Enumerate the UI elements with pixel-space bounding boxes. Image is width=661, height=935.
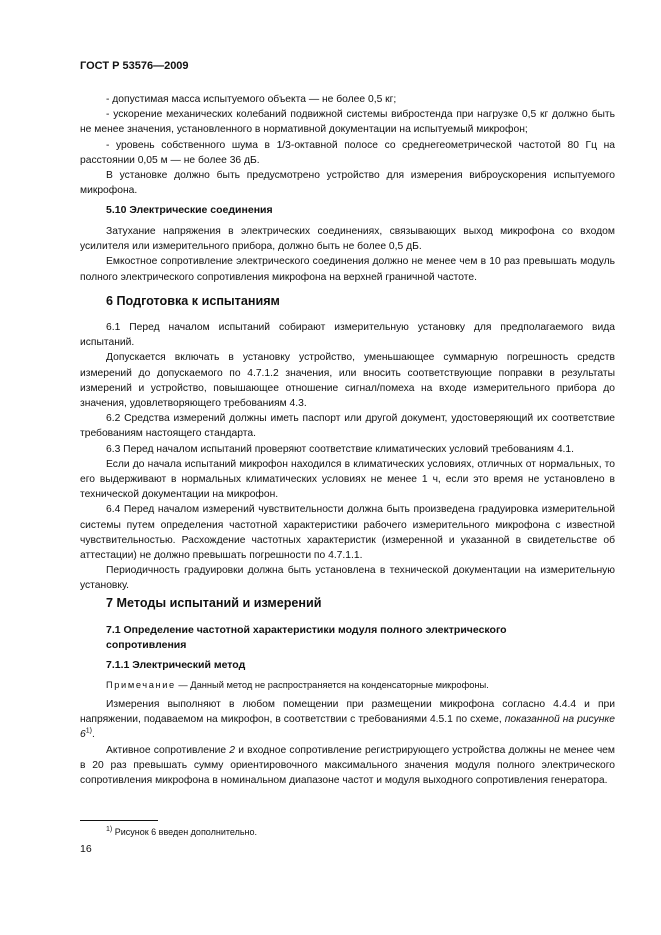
footnote-ref: 1) xyxy=(85,727,92,735)
paragraph: Периодичность градуировки должна быть установлена в технической документации на измерительную установку. xyxy=(80,565,615,592)
paragraph: 6.2 Средства измерений должны иметь паспорт или другой документ, удостоверяющий их соответствие требованиям настоящего стандарта. xyxy=(80,413,615,440)
footnote-text: Рисунок 6 введен дополнительно. xyxy=(112,827,258,837)
section-6-body xyxy=(80,320,615,594)
paragraph xyxy=(80,743,615,789)
footnote xyxy=(106,825,257,840)
paragraph-text: . xyxy=(91,729,95,741)
list-item: - ускорение механических колебаний подвижной системы вибростенда при нагрузке 0,5 кг должно быть не менее значения, установленного в нормативной документации на испытуемый микрофон; xyxy=(80,109,615,136)
figure-reference: показанной на рисунке 6 xyxy=(80,714,615,741)
paragraph-text: Измерения выполняют в любом помещении при размещении микрофона согласно 4.4.4 и при напряжении, подаваемом на микрофон, в соответствии с требованиями 4.5.1 по схеме, xyxy=(80,699,615,726)
note xyxy=(106,678,489,693)
paragraph: Допускается включать в установку устройство, уменьшающее суммарную погрешность средств измерений до допускаемого по 4.7.1.2 значения, или вносить соответствующие поправки в результаты измерений и устройство, повышающее отношение сигнал/помеха на входе измерительного прибора до значения, удовлетворяющего требованиям 4.3. xyxy=(80,352,615,410)
footnote-mark: 1) xyxy=(106,826,113,833)
section-heading-7: 7 Методы испытаний и измерений xyxy=(106,596,322,610)
paragraph-text: и входное сопротивление регистрирующего устройства должны не менее чем в 20 раз превышать сумму ориентировочного максимального значения модуля полного электрического сопротивления микрофона в номинальном диапазоне частот и модуля выходного сопротивления генератора. xyxy=(80,744,615,787)
footnote-separator xyxy=(80,820,158,821)
section-heading-7-1: 7.1 Определение частотной характеристики модуля полного электрического сопротивления xyxy=(106,624,507,651)
section-5-10-body xyxy=(80,224,615,285)
requirements-list xyxy=(80,92,615,198)
component-reference: 2 xyxy=(229,744,236,756)
section-heading-7-1-1: 7.1.1 Электрический метод xyxy=(106,659,246,671)
paragraph: 6.1 Перед началом испытаний собирают измерительную установку для предполагаемого вида испытаний. xyxy=(80,322,615,349)
document-code-header: ГОСТ Р 53576—2009 xyxy=(80,60,189,72)
note-text: — Данный метод не распространяется на конденсаторные микрофоны. xyxy=(175,680,489,690)
paragraph: Если до начала испытаний микрофон находился в климатических условиях, отличных от нормальных, то его выдерживают в нормальных климатических условиях не менее 1 ч, если это время не установлено в технической документации на микрофон. xyxy=(80,458,615,501)
note-label: Примечание xyxy=(106,680,176,690)
list-item: - допустимая масса испытуемого объекта — не более 0,5 кг; xyxy=(106,94,397,105)
paragraph: Емкостное сопротивление электрического соединения должно не менее чем в 10 раз превышать модуль полного электрического сопротивления микрофона на верхней граничной частоте. xyxy=(80,256,615,283)
paragraph xyxy=(80,697,615,743)
paragraph: Затухание напряжения в электрических соединениях, связывающих выход микрофона со входом усилителя или измерительного прибора, должно быть не более 0,5 дБ. xyxy=(80,226,615,253)
paragraph: В установке должно быть предусмотрено устройство для измерения виброускорения испытуемого микрофона. xyxy=(80,170,615,197)
section-heading-6: 6 Подготовка к испытаниям xyxy=(106,294,280,308)
paragraph: 6.4 Перед началом измерений чувствительности должна быть произведена градуировка измерительной системы путем определения частотной характеристики рабочего измерительного микрофона с известной чувствительностью. Расхождение частотных характеристик (измеренной и указанной в свидетельстве об аттестации) не должно превышать погрешности по 4.7.1.1. xyxy=(80,504,615,562)
section-heading-5-10: 5.10 Электрические соединения xyxy=(106,204,273,216)
section-7-body xyxy=(80,697,615,788)
page-number: 16 xyxy=(80,843,92,855)
paragraph: 6.3 Перед началом испытаний проверяют соответствие климатических условий требованиям 4.1. xyxy=(106,443,574,455)
list-item: - уровень собственного шума в 1/3-октавной полосе со среднегеометрической частотой 80 Гц на расстоянии 0,05 м — не более 36 дБ. xyxy=(80,139,615,166)
paragraph-text: Активное сопротивление xyxy=(106,744,230,756)
